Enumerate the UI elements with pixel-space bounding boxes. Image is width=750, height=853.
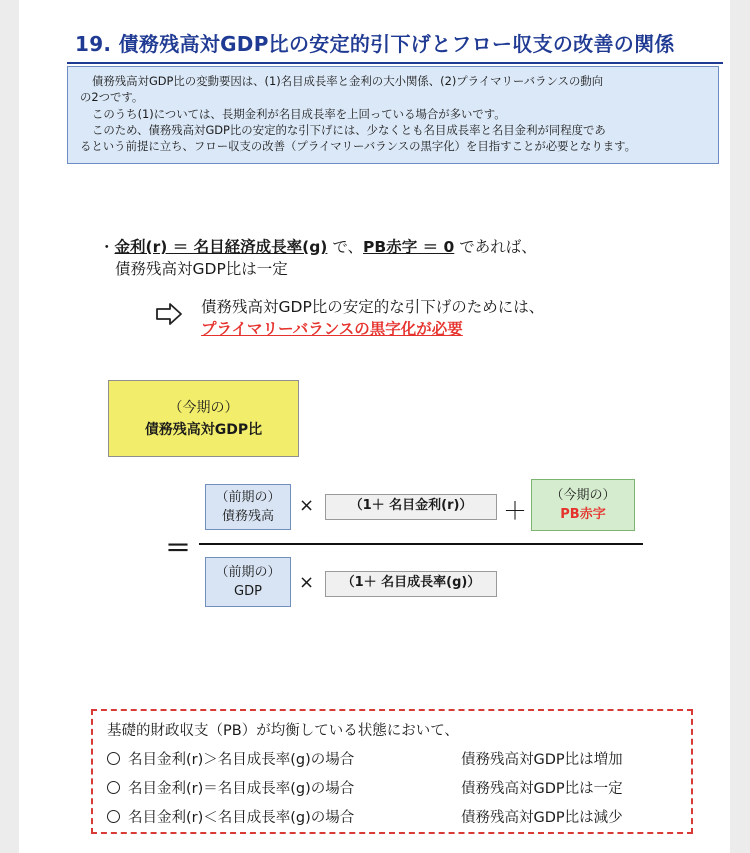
page-title: 19. 債務残高対GDP比の安定的引下げとフロー収支の改善の関係 (75, 32, 675, 56)
condition-statement (99, 236, 537, 280)
cases-header: 基礎的財政収支（PB）が均衡している状態において、 (107, 723, 459, 739)
case-condition: 名目金利(r)＞名目成長率(g)の場合 (128, 752, 355, 768)
equals-sign: ＝ (165, 534, 192, 564)
condition-tail: であれば、 (454, 238, 537, 256)
case-result: 債務残高対GDP比は一定 (461, 781, 623, 797)
lhs-debt-ratio-box (108, 380, 299, 457)
prev-debt-box (205, 484, 291, 530)
case-result: 債務残高対GDP比は減少 (461, 810, 623, 826)
pb-label: PB赤字 (560, 507, 606, 522)
circle-bullet-icon (107, 810, 120, 823)
case-row (107, 804, 691, 833)
case-row (107, 746, 691, 775)
prev-debt-label: 債務残高 (221, 509, 274, 524)
summary-line-3: このうち(1)については、長期金利が名目成長率を上回っている場合が多いです。 (92, 106, 506, 121)
summary-line-4: このため、債務残高対GDP比の安定的な引下げには、少なくとも名目成長率と名目金利が同程度であ (92, 122, 606, 137)
prev-gdp-box (205, 557, 291, 607)
prev-debt-period: （前期の） (215, 490, 281, 505)
lhs-period-label: （今期の） (168, 400, 239, 416)
implication (201, 296, 544, 340)
bullet-mark: ・ (99, 238, 115, 256)
plus-sign: ＋ (503, 497, 527, 525)
nominal-growth-box: （1＋ 名目成長率(g)） (325, 571, 497, 597)
circle-bullet-icon (107, 781, 120, 794)
summary-line-2: の2つです。 (80, 90, 144, 105)
multiply-sign-bottom: × (299, 572, 315, 593)
implication-highlight: プライマリーバランスの黒字化が必要 (201, 320, 463, 338)
case-row (107, 775, 691, 804)
case-condition: 名目金利(r)＜名目成長率(g)の場合 (128, 810, 355, 826)
nominal-rate-box: （1＋ 名目金利(r)） (325, 494, 497, 520)
cases-box (91, 709, 693, 834)
right-arrow-icon (155, 302, 183, 326)
condition-result: 債務残高対GDP比は一定 (115, 260, 288, 278)
lhs-label: 債務残高対GDP比 (144, 422, 263, 438)
document-page (19, 0, 730, 853)
case-condition: 名目金利(r)＝名目成長率(g)の場合 (128, 781, 355, 797)
pb-period: （今期の） (550, 488, 616, 503)
pb-deficit-box (531, 479, 635, 531)
title-underline (67, 62, 723, 64)
case-result: 債務残高対GDP比は増加 (461, 752, 623, 768)
prev-gdp-label: GDP (234, 584, 262, 599)
condition-rate-equals-growth: 金利(r) ＝ 名目経済成長率(g) (114, 238, 328, 256)
prev-gdp-period: （前期の） (215, 565, 281, 580)
multiply-sign-top: × (299, 495, 315, 516)
summary-box (67, 66, 719, 164)
implication-line-1: 債務残高対GDP比の安定的な引下げのためには、 (201, 298, 545, 316)
summary-line-5: るという前提に立ち、フロー収支の改善（プライマリーバランスの黒字化）を目指すことが必要となります。 (80, 139, 636, 154)
summary-line-1: 債務残高対GDP比の変動要因は、(1)名目成長率と金利の大小関係、(2)プライマリーバランスの動向 (92, 74, 604, 88)
fraction-line (199, 543, 643, 545)
condition-connector: で、 (327, 238, 364, 256)
condition-pb-zero: PB赤字 ＝ 0 (363, 238, 455, 256)
circle-bullet-icon (107, 752, 120, 765)
